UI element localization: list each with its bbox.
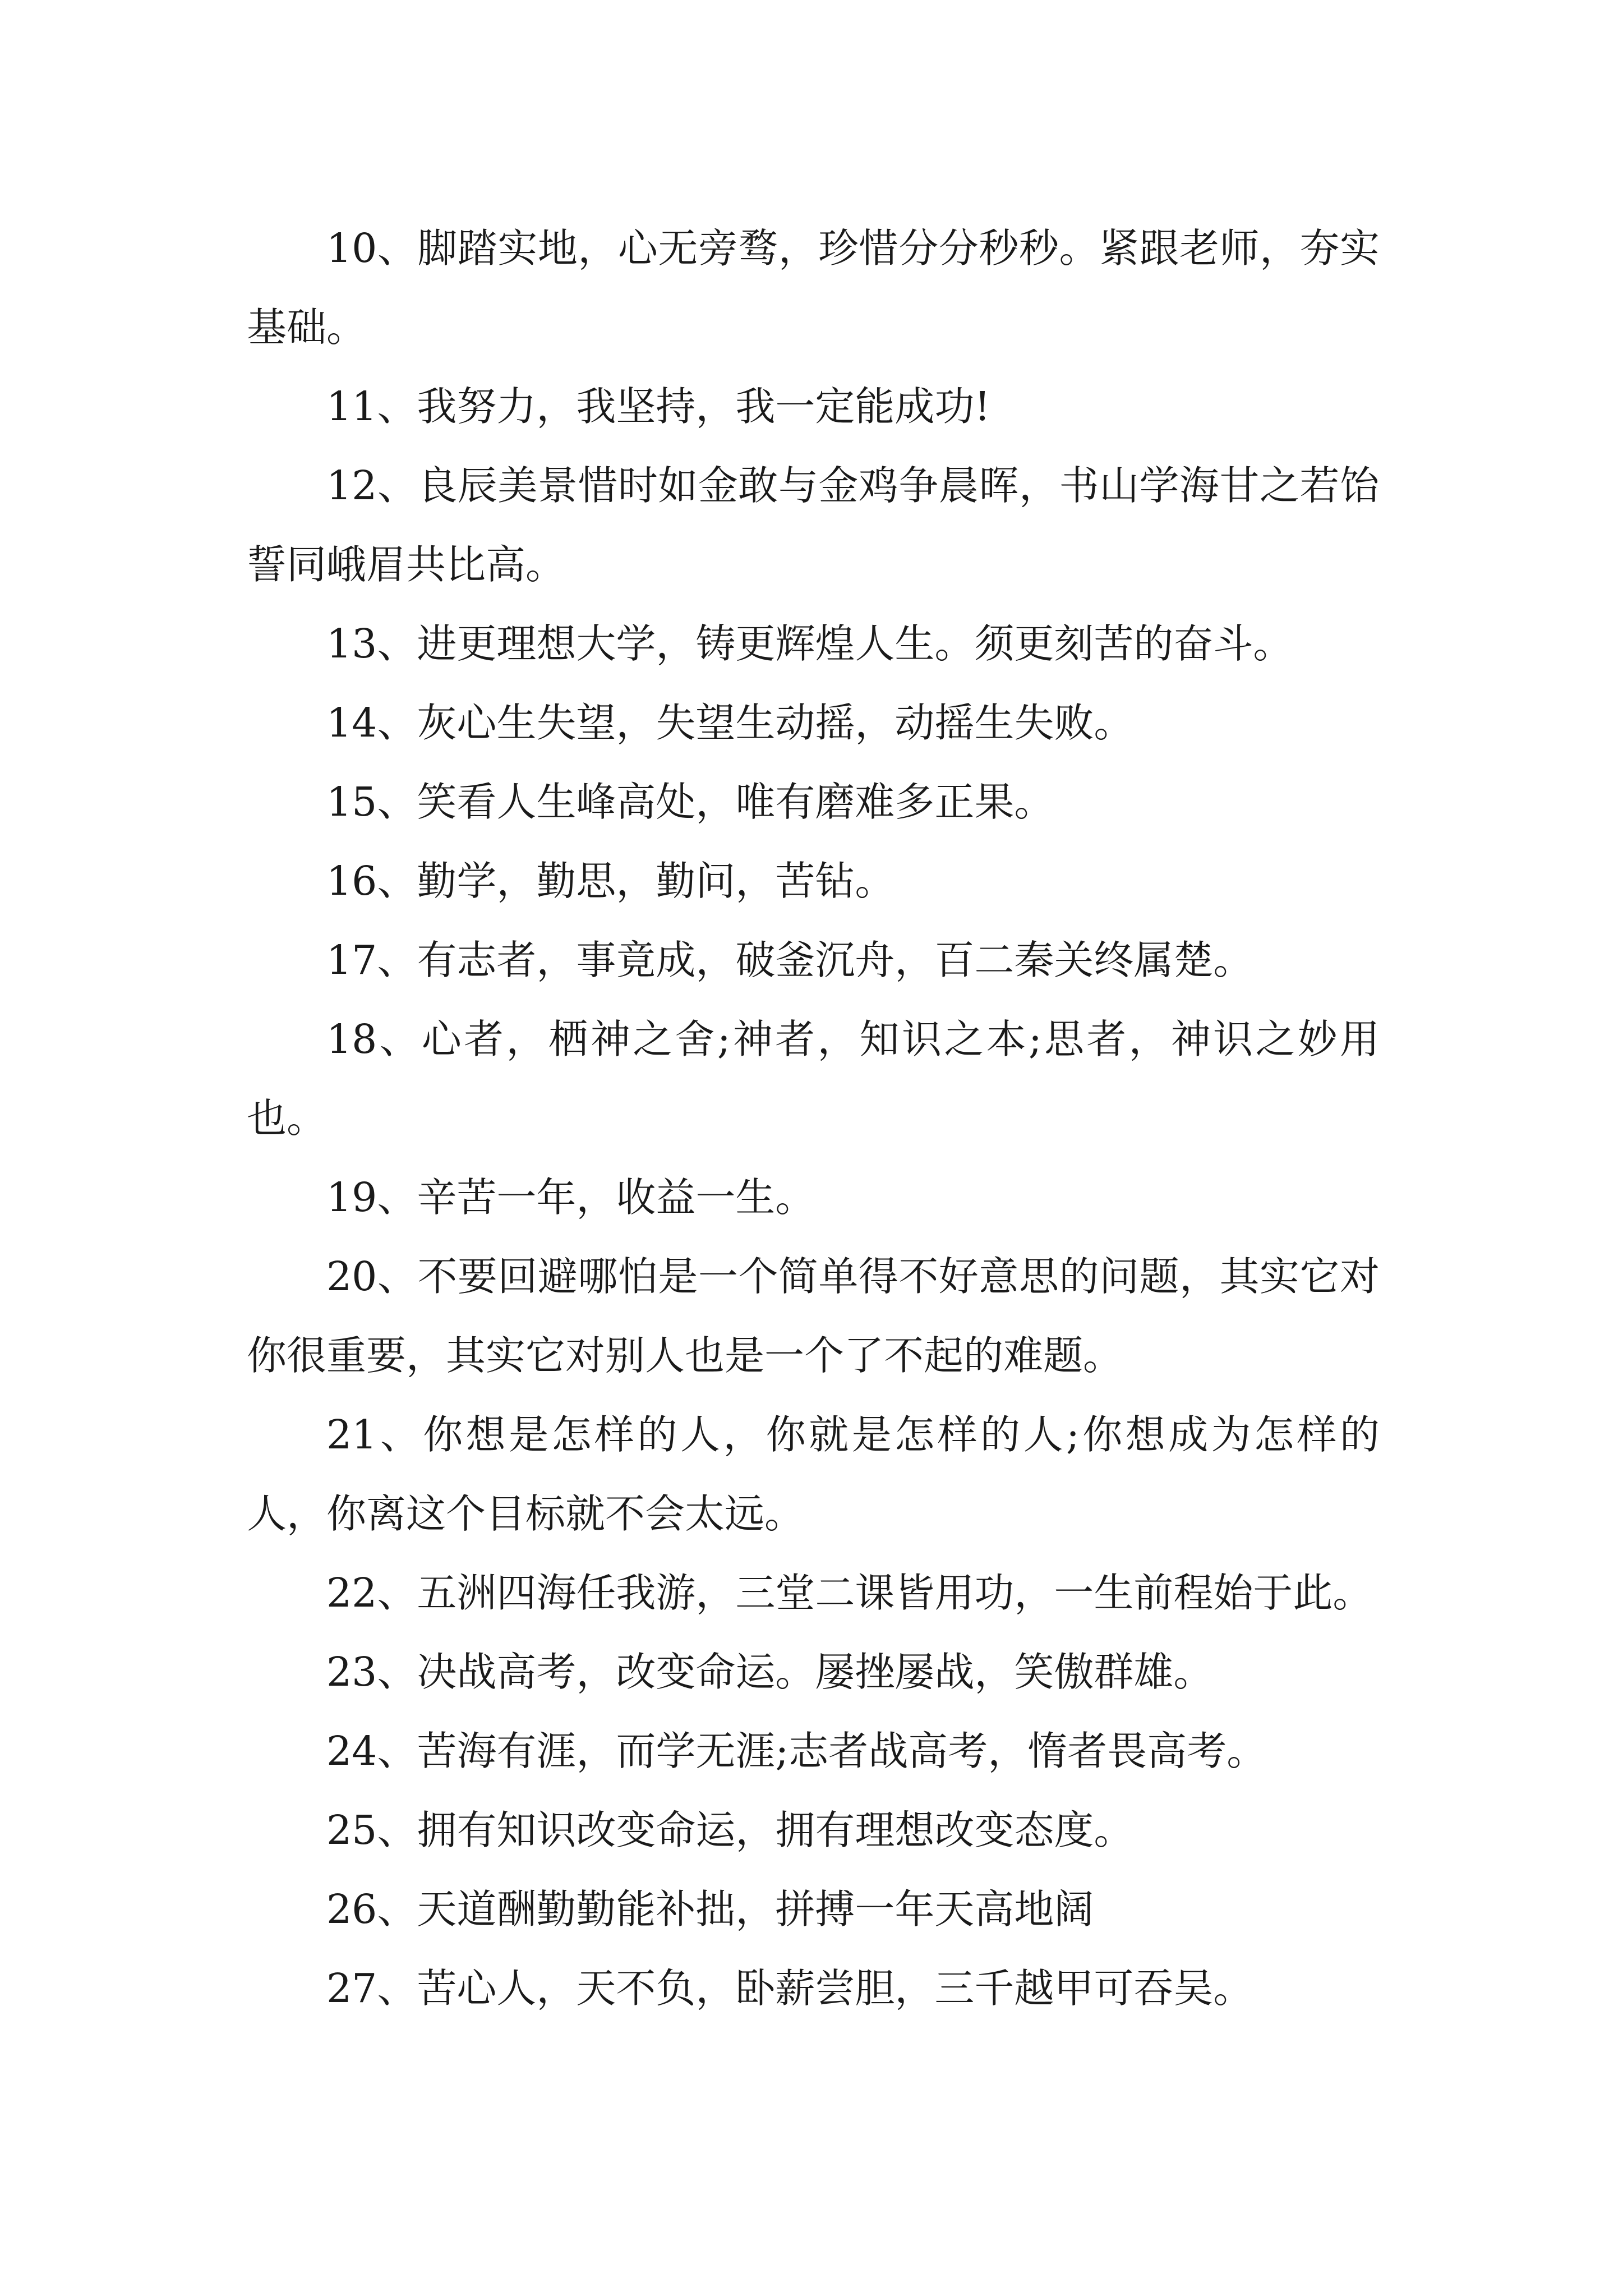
paragraph-17: 17、有志者，事竟成，破釜沉舟，百二秦关终属楚。	[326, 937, 1253, 983]
paragraph-14: 14、灰心生失望，失望生动摇，动摇生失败。	[326, 700, 1134, 746]
document-body	[247, 209, 1380, 2028]
paragraph-27: 27、苦心人，天不负，卧薪尝胆，三千越甲可吞吴。	[326, 1965, 1253, 2012]
paragraph-15: 15、笑看人生峰高处，唯有磨难多正果。	[326, 779, 1054, 825]
paragraph-18: 18、心者，栖神之舍;神者，知识之本;思者，神识之妙用也。	[247, 1016, 1380, 1142]
paragraph-19: 19、辛苦一年，收益一生。	[326, 1174, 815, 1221]
paragraph-13: 13、进更理想大学，铸更辉煌人生。须更刻苦的奋斗。	[326, 620, 1293, 667]
paragraph-12: 12、良辰美景惜时如金敢与金鸡争晨晖，书山学海甘之若饴誓同峨眉共比高。	[247, 462, 1380, 588]
paragraph-22: 22、五洲四海任我游，三堂二课皆用功，一生前程始于此。	[326, 1570, 1373, 1616]
paragraph-20: 20、不要回避哪怕是一个简单得不好意思的问题，其实它对你很重要，其实它对别人也是一个了不起的难题。	[247, 1253, 1380, 1379]
paragraph-23: 23、决战高考，改变命运。屡挫屡战，笑傲群雄。	[326, 1649, 1214, 1695]
paragraph-11: 11、我努力，我坚持，我一定能成功!	[326, 383, 990, 430]
paragraph-21: 21、你想是怎样的人，你就是怎样的人;你想成为怎样的人，你离这个目标就不会太远。	[247, 1411, 1380, 1537]
paragraph-10: 10、脚踏实地，心无旁骛，珍惜分分秒秒。紧跟老师，夯实基础。	[247, 225, 1380, 351]
paragraph-25: 25、拥有知识改变命运，拥有理想改变态度。	[326, 1807, 1134, 1853]
paragraph-26: 26、天道酬勤勤能补拙，拼搏一年天高地阔	[326, 1886, 1094, 1932]
paragraph-24: 24、苦海有涯，而学无涯;志者战高考，惰者畏高考。	[326, 1728, 1267, 1774]
paragraph-16: 16、勤学，勤思，勤问，苦钻。	[326, 858, 895, 904]
